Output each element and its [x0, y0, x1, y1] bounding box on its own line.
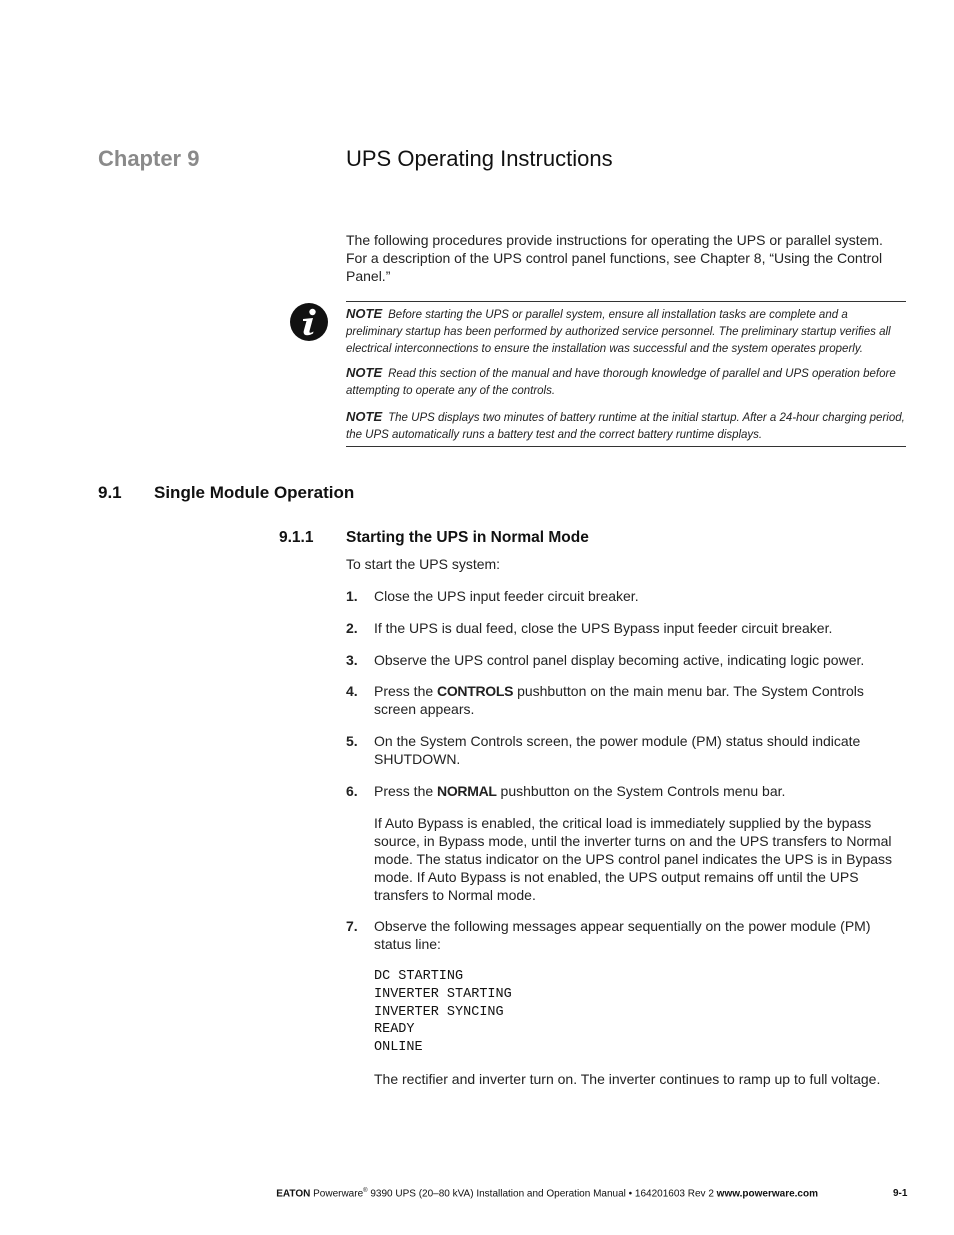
step-text-pre: Press the: [374, 683, 438, 699]
step-number: 6.: [346, 783, 358, 799]
footer-product: Powerware: [313, 1188, 364, 1200]
footer-registered-mark: ®: [363, 1188, 368, 1194]
step-number: 7.: [346, 918, 358, 934]
info-icon: [290, 303, 328, 341]
step-text-post: pushbutton on the main menu bar. The System Controls screen appears.: [374, 683, 864, 717]
status-message: DC STARTING: [374, 969, 464, 984]
step-text: On the System Controls screen, the power module (PM) status should indicate SHUTDOWN.: [374, 733, 861, 767]
step-number: 5.: [346, 733, 358, 749]
subsection-number: 9.1.1: [279, 529, 314, 546]
controls-pushbutton-name: CONTROLS: [437, 683, 514, 699]
note-label: NOTE: [346, 365, 383, 380]
step-paragraph: The rectifier and inverter turn on. The inverter continues to ramp up to full voltage.: [374, 1071, 881, 1087]
step-text: Observe the UPS control panel display becoming active, indicating logic power.: [374, 652, 865, 668]
subsection-title: Starting the UPS in Normal Mode: [346, 529, 589, 546]
chapter-title: UPS Operating Instructions: [346, 146, 613, 171]
status-message: INVERTER STARTING: [374, 986, 512, 1002]
step-text: Observe the following messages appear sequentially on the power module (PM) status line:: [374, 918, 871, 952]
step-text: Close the UPS input feeder circuit breaker.: [374, 588, 639, 604]
step-number: 2.: [346, 620, 358, 636]
section-title: Single Module Operation: [154, 483, 355, 502]
step-text: [374, 682, 908, 718]
footer-text: [0, 1188, 818, 1199]
note-label: NOTE: [346, 306, 383, 321]
note-text: Read this section of the manual and have thorough knowledge of parallel and UPS operation before attempting to operate any of the controls.: [346, 368, 896, 397]
note-box: [346, 301, 906, 447]
status-message: INVERTER SYNCING: [374, 1004, 504, 1020]
intro-paragraph: The following procedures provide instructions for operating the UPS or parallel system. For a description of the UPS control panel functions, see Chapter 8, “Using the Control Panel.”: [346, 232, 883, 284]
chapter-label: Chapter 9: [98, 146, 200, 171]
status-message: READY: [374, 1022, 415, 1038]
page-number: 9-1: [893, 1188, 908, 1199]
normal-pushbutton-name: NORMAL: [437, 783, 497, 799]
note-text: Before starting the UPS or parallel system, ensure all installation tasks are complete and a preliminary startup has been performed by authorized service personnel. The preliminary startup verifies all electrical interconnections to ensure the installation was successful and the system operates properly.: [346, 309, 891, 355]
status-message: ONLINE: [374, 1040, 423, 1056]
footer-url: www.powerware.com: [716, 1188, 818, 1200]
note-2: [346, 364, 906, 400]
step-paragraph: If Auto Bypass is enabled, the critical load is immediately supplied by the bypass source, in Bypass mode, until the inverter turns on and the UPS transfers to Normal mode. The status indicator on the UPS control panel indicates the UPS is in Bypass mode. If Auto Bypass is not enabled, the UPS output remains off until the UPS transfers to Normal mode.: [374, 815, 893, 903]
step-number: 4.: [346, 683, 358, 699]
note-label: NOTE: [346, 409, 383, 424]
section-number: 9.1: [98, 483, 122, 502]
step-text-pre: Press the: [374, 783, 438, 799]
step-text: If the UPS is dual feed, close the UPS Bypass input feeder circuit breaker.: [374, 620, 833, 636]
note-text: The UPS displays two minutes of battery runtime at the initial startup. After a 24-hour charging period, the UPS automatically runs a battery test and the correct battery runtime displays.: [346, 412, 905, 441]
footer-brand: EATON: [276, 1188, 311, 1200]
status-messages: [374, 968, 512, 1057]
footer-description: 9390 UPS (20–80 kVA) Installation and Operation Manual • 164201603 Rev 2: [367, 1188, 717, 1200]
step-number: 1.: [346, 588, 358, 604]
step-text-post: pushbutton on the System Controls menu bar.: [496, 783, 786, 799]
note-3: [346, 408, 906, 444]
note-1: [346, 305, 906, 358]
step-number: 3.: [346, 652, 358, 668]
lead-text: To start the UPS system:: [346, 556, 501, 572]
step-text: [374, 782, 908, 800]
